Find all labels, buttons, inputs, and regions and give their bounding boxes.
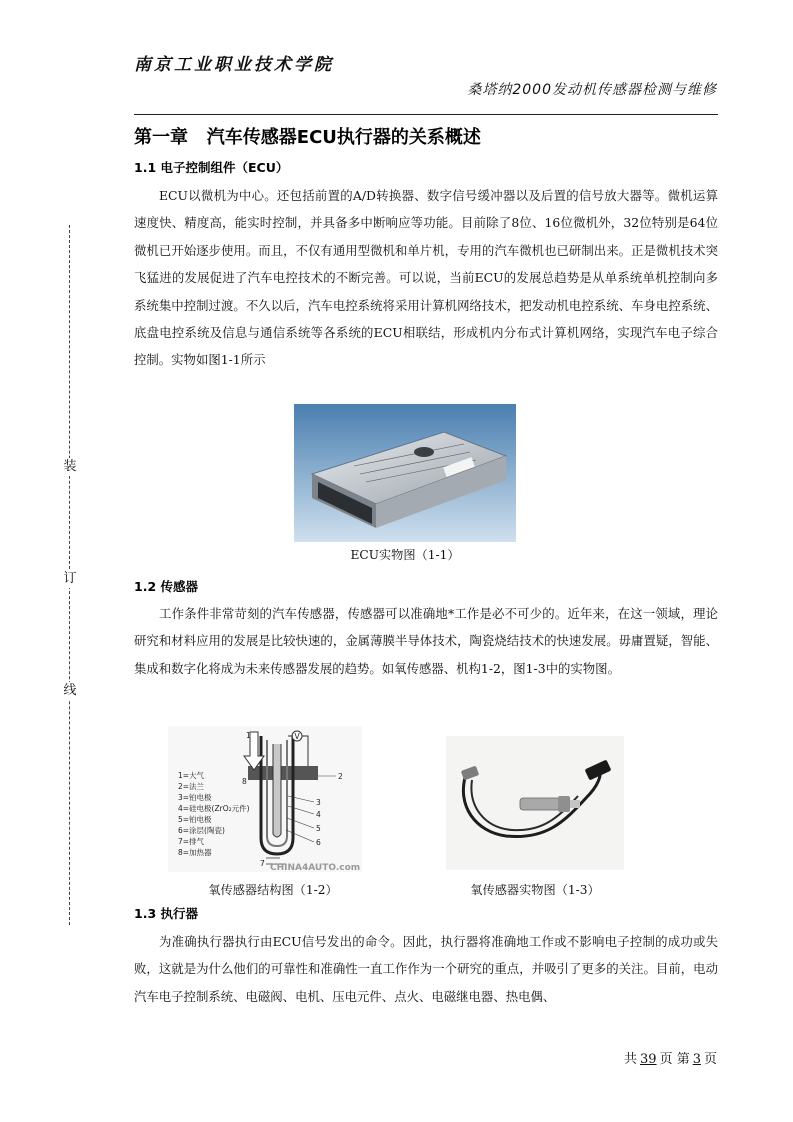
binding-mark-xian: 线 [63,683,77,698]
oxygen-sensor-photo [446,736,624,870]
meter-label: V [294,732,300,741]
figure-1-2-caption: 氧传感器结构图（1-2） [208,883,338,897]
figure-1-1-caption: ECU实物图（1-1） [350,548,460,562]
chapter-title: 第一章 汽车传感器ECU执行器的关系概述 [134,127,481,148]
svg-text:3=铂电极: 3=铂电极 [178,793,212,802]
svg-text:2=法兰: 2=法兰 [178,782,205,791]
svg-text:4=硅电极(ZrO₂元件): 4=硅电极(ZrO₂元件) [178,804,250,813]
svg-text:8: 8 [242,777,247,786]
section-heading-ecu: 1.1 电子控制组件（ECU） [134,160,289,175]
svg-text:6=涂层(陶瓷): 6=涂层(陶瓷) [178,826,225,835]
svg-text:3: 3 [316,798,321,807]
section-heading-sensor: 1.2 传感器 [134,579,198,594]
svg-text:1: 1 [246,731,251,740]
svg-text:1=大气: 1=大气 [178,771,205,780]
current-page: 3 [692,1052,701,1067]
book-title: 桑塔纳2000发动机传感器检测与维修 [467,82,717,98]
svg-text:7: 7 [260,859,265,868]
svg-text:4: 4 [316,810,321,819]
svg-text:7=排气: 7=排气 [178,837,205,846]
svg-text:8=加热器: 8=加热器 [178,848,212,857]
svg-text:6: 6 [316,838,321,847]
section-paragraph-sensor: 工作条件非常苛刻的汽车传感器，传感器可以准确地*工作是必不可少的。近年来，在这一领域，理论研究和材料应用的发展是比较快速的，金属薄膜半导体技术，陶瓷烧结技术的快速发展。毋庸置疑，智能、集成和数字化将成为未来传感器发展的趋势。如氧传感器、机构1-2，图1-3中的实物图。 [134,606,718,676]
total-pages: 39 [640,1052,657,1067]
ecu-photo [294,404,516,542]
section-paragraph-ecu: ECU以微机为中心。还包括前置的A/D转换器、数字信号缓冲器以及后置的信号放大器等。微机运算速度快、精度高，能实时控制，并具备多中断响应等功能。目前除了8位、16位微机外，32位特别是64位微机已开始逐步使用。而且，不仅有通用型微机和单片机，专用的汽车微机也已研制出来。正是微机技术突飞猛进的发展促进了汽车电控技术的不断完善。可以说，当前ECU的发展总趋势是从单系统单机控制向多系统集中控制过渡。不久以后，汽车电控系统将采用计算机网络技术，把发动机电控系统、车身电控系统、底盘电控系统及信息与通信系统等各系统的ECU相联结，形成机内分布式计算机网络，实现汽车电子综合控制。实物如图1-1所示 [134,188,718,368]
diagram-watermark: CHINA4AUTO.com [270,863,361,872]
section-paragraph-actuator: 为准确执行器执行由ECU信号发出的命令。因此，执行器将准确地工作或不影响电子控制的成功或失败，这就是为什么他们的可靠性和准确性一直工作作为一个研究的重点，并吸引了更多的关注。目前，电动汽车电子控制系统、电磁阀、电机、压电元件、点火、电磁继电器、热电偶、 [134,934,718,1004]
school-name: 南京工业职业技术学院 [134,55,334,75]
header-rule [134,114,718,115]
oxygen-sensor-structure-diagram [168,726,362,872]
page-footer: 共 39 页 第 3 页 [624,1052,717,1067]
svg-text:5=铂电极: 5=铂电极 [178,815,212,824]
section-heading-actuator: 1.3 执行器 [134,906,198,921]
binding-mark-zhuang: 装 [63,459,77,474]
svg-text:2: 2 [338,772,343,781]
binding-mark-ding: 订 [63,571,77,586]
svg-text:5: 5 [316,824,321,833]
figure-1-3-caption: 氧传感器实物图（1-3） [470,883,600,897]
